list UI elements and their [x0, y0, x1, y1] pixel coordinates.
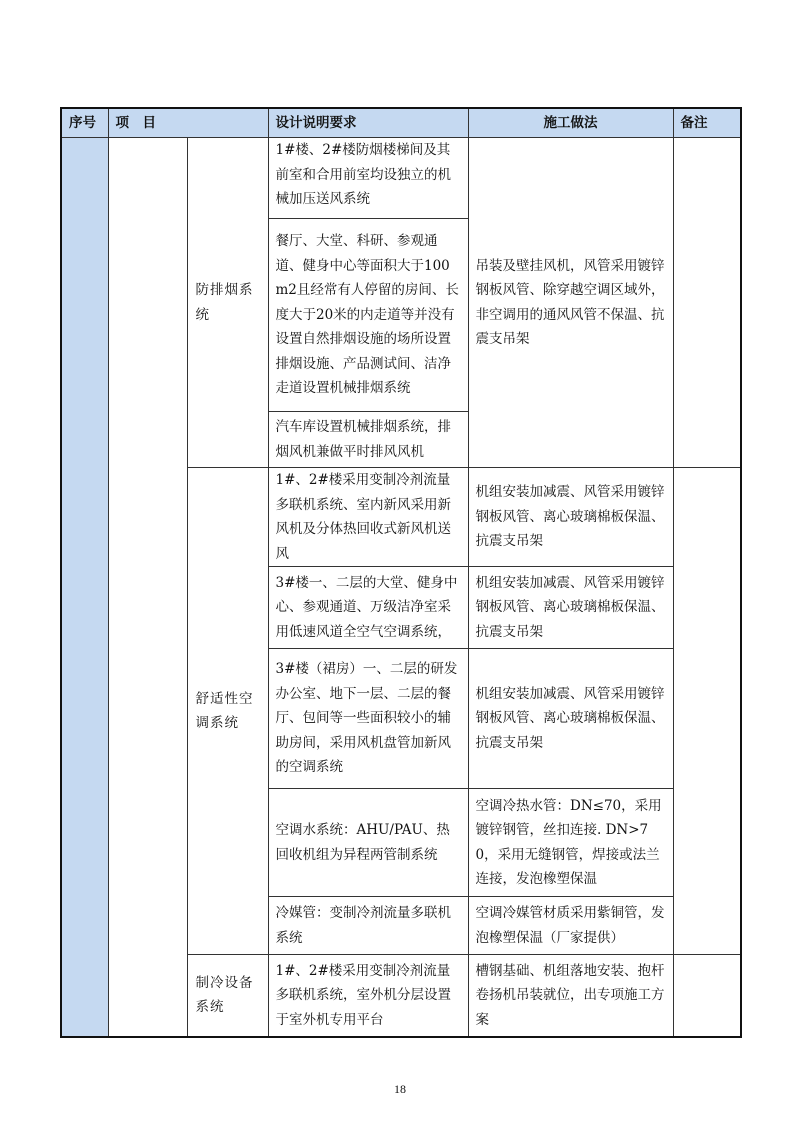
- design-cell: 餐厅、大堂、科研、参观通道、健身中心等面积大于100m2且经常有人停留的房间、长度大于20米的内走道等并没有设置自然排烟设施的场所设置排烟设施、产品测试间、洁净走道设置机械排烟系统: [268, 219, 468, 412]
- category-cell: 舒适性空调系统: [187, 468, 268, 955]
- header-method: 施工做法: [468, 108, 673, 138]
- note-cell: [673, 955, 741, 1037]
- note-cell: [673, 138, 741, 468]
- category-cell: 防排烟系统: [187, 138, 268, 468]
- design-cell: 1#楼、2#楼防烟楼梯间及其前室和合用前室均设独立的机械加压送风系统: [268, 138, 468, 219]
- table-header-row: [61, 108, 741, 138]
- design-cell: 空调水系统：AHU/PAU、热回收机组为异程两管制系统: [268, 789, 468, 897]
- design-cell: 冷媒管：变制冷剂流量多联机系统: [268, 897, 468, 955]
- design-cell: 1#、2#楼采用变制冷剂流量多联机系统、室内新风采用新风机及分体热回收式新风机送风: [268, 468, 468, 567]
- design-cell: 3#楼（裙房）一、二层的研发办公室、地下一层、二层的餐厅、包间等一些面积较小的辅助房间，采用风机盘管加新风的空调系统: [268, 649, 468, 789]
- construction-table: [60, 107, 742, 1038]
- item-cell: [108, 138, 187, 1037]
- method-cell: 空调冷媒管材质采用紫铜管，发泡橡塑保温（厂家提供）: [468, 897, 673, 955]
- design-cell: 汽车库设置机械排烟系统，排烟风机兼做平时排风风机: [268, 412, 468, 468]
- method-cell: 机组安装加减震、风管采用镀锌钢板风管、离心玻璃棉板保温、抗震支吊架: [468, 567, 673, 649]
- table-row: [61, 138, 741, 219]
- method-cell: 机组安装加减震、风管采用镀锌钢板风管、离心玻璃棉板保温、抗震支吊架: [468, 468, 673, 567]
- header-design: 设计说明要求: [268, 108, 468, 138]
- design-cell: 3#楼一、二层的大堂、健身中心、参观通道、万级洁净室采用低速风道全空气空调系统，: [268, 567, 468, 649]
- method-cell: 吊装及壁挂风机，风管采用镀锌钢板风管、除穿越空调区域外，非空调用的通风风管不保温、抗震支吊架: [468, 138, 673, 468]
- header-item: 项 目: [108, 108, 268, 138]
- header-note: 备注: [673, 108, 741, 138]
- method-cell: 槽钢基础、机组落地安装、抱杆卷扬机吊装就位，出专项施工方案: [468, 955, 673, 1037]
- method-cell: 机组安装加减震、风管采用镀锌钢板风管、离心玻璃棉板保温、抗震支吊架: [468, 649, 673, 789]
- header-seq: 序号: [61, 108, 108, 138]
- method-cell: 空调冷热水管：DN≤70，采用镀锌钢管，丝扣连接. DN>70，采用无缝钢管，焊接或法兰连接，发泡橡塑保温: [468, 789, 673, 897]
- category-cell: 制冷设备系统: [187, 955, 268, 1037]
- page-number: 18: [394, 1082, 406, 1096]
- design-cell: 1#、2#楼采用变制冷剂流量多联机系统，室外机分层设置于室外机专用平台: [268, 955, 468, 1037]
- seq-cell: [61, 138, 108, 1037]
- note-cell: [673, 468, 741, 955]
